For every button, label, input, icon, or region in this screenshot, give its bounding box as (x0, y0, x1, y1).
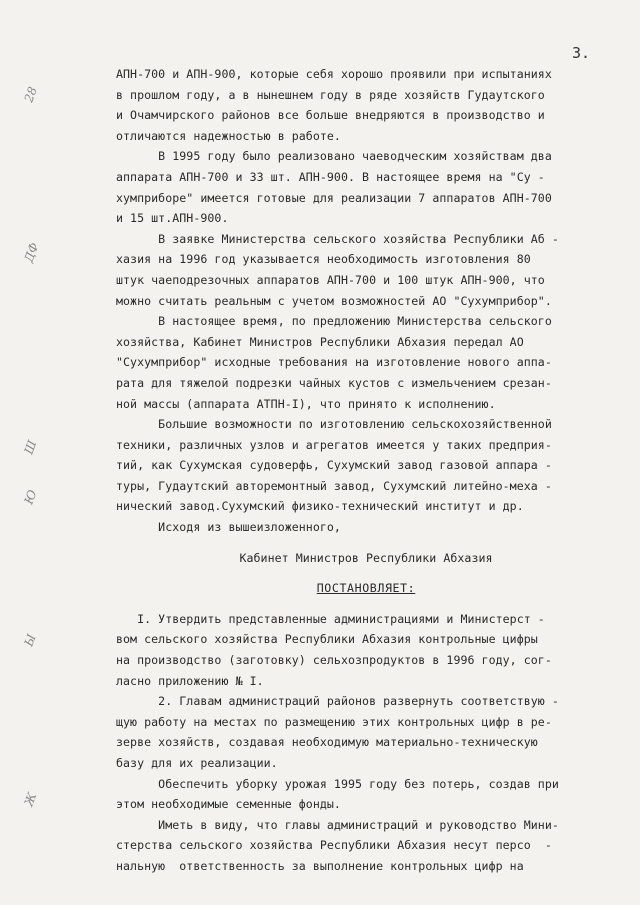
margin-handwritten-mark: Ы (21, 632, 39, 649)
text-line: в прошлом году, а в нынешнем году в ряде хозяйств Гудаутского (116, 87, 545, 102)
page-number: 3. (572, 44, 591, 62)
text-line: и Очамчирского районов все больше внедряются в производство и (116, 108, 545, 123)
margin-handwritten-mark: 28 (21, 84, 40, 105)
text-line: базу для их реализации. (116, 756, 278, 770)
text-line: хазия на 1996 год указывается необходимость изготовления 80 (116, 252, 531, 267)
text-line: Большие возможности по изготовлению сельскохозяйственной (116, 417, 552, 432)
text-line: I. Утвердить представленные администрациями и Министерст - (116, 611, 545, 626)
text-line: на производство (заготовку) сельхозпродуктов в 1996 году, сог- (116, 653, 552, 668)
text-line: отличаются надежностью в работе. (116, 128, 341, 143)
text-line: зерве хозяйств, создавая необходимую материально-техническую (116, 735, 538, 750)
text-line: аппарата АПН-700 и 33 шт. АПН-900. В настоящее время на "Су - (116, 169, 545, 184)
text-line: Исходя из вышеизложенного, (116, 520, 341, 535)
text-line: ласно приложению № I. (116, 673, 264, 688)
text-line: щую работу на местах по размещению этих контрольных цифр в ре- (116, 714, 552, 729)
spacer (116, 538, 616, 548)
text-line: В настоящее время, по предложению Министерства сельского (116, 314, 552, 329)
text-line: АПН-700 и АПН-900, которые себя хорошо проявили при испытаниях (116, 67, 552, 81)
text-line: хозяйства, Кабинет Министров Республики Абхазия передал АО (116, 334, 524, 349)
text-line: можно считать реальным с учетом возможностей АО "Сухумприбор". (116, 293, 552, 308)
text-line: "Сухумприбор" исходные требования на изготовление нового аппа- (116, 355, 552, 370)
text-line: ной массы (аппарата АТПН-I), что принято к исполнению. (116, 396, 496, 411)
text-line: и 15 шт.АПН-900. (116, 211, 229, 226)
text-line: нальную ответственность за выполнение контрольных цифр на (116, 858, 524, 873)
text-line: стерства сельского хозяйства Республики Абхазия несут персо - (116, 838, 552, 853)
margin-handwritten-mark: ДФ (21, 240, 42, 265)
margin-handwritten-mark: Ж (21, 790, 40, 809)
text-line: тий, как Сухумская судоверфь, Сухумский завод газовой аппара - (116, 458, 552, 473)
text-line: В заявке Министерства сельского хозяйства Республики Аб - (116, 231, 559, 246)
spacer (116, 599, 616, 609)
text-line: техники, различных узлов и агрегатов имеется у таких предприя- (116, 437, 552, 452)
text-line: этом необходимые семенные фонды. (116, 797, 341, 812)
resolution-heading (116, 578, 616, 599)
document-body (116, 64, 616, 877)
text-line: Обеспечить уборку урожая 1995 году без потерь, создав при (116, 776, 559, 791)
margin-handwritten-mark: Ш (21, 438, 40, 457)
text-line: рата для тяжелой подрезки чайных кустов с измельчением срезан- (116, 375, 552, 390)
text-line: туры, Гудаутский авторемонтный завод, Сухумский литейно-меха - (116, 478, 552, 493)
spacer (116, 568, 616, 578)
text-line: штук чаеподрезочных аппаратов АПН-700 и 100 штук АПН-900, что (116, 272, 545, 287)
resolution-heading-text: ПОСТАНОВЛЯЕТ: (316, 581, 416, 596)
text-line: Иметь в виду, что главы администраций и руководство Мини- (116, 817, 559, 832)
text-line: В 1995 году было реализовано чаеводческим хозяйствам два (116, 149, 552, 164)
text-line: 2. Главам администраций районов развернуть соответствую - (116, 694, 559, 709)
cabinet-line: Кабинет Министров Республики Абхазия (239, 550, 493, 565)
margin-handwritten-mark: Ю (21, 487, 40, 507)
text-line: хумприборе" имеется готовые для реализации 7 аппаратов АПН-700 (116, 190, 552, 205)
text-line: вом сельского хозяйства Республики Абхазия контрольные цифры (116, 632, 538, 647)
text-line: нический завод.Сухумский физико-технический институт и др. (116, 499, 524, 514)
